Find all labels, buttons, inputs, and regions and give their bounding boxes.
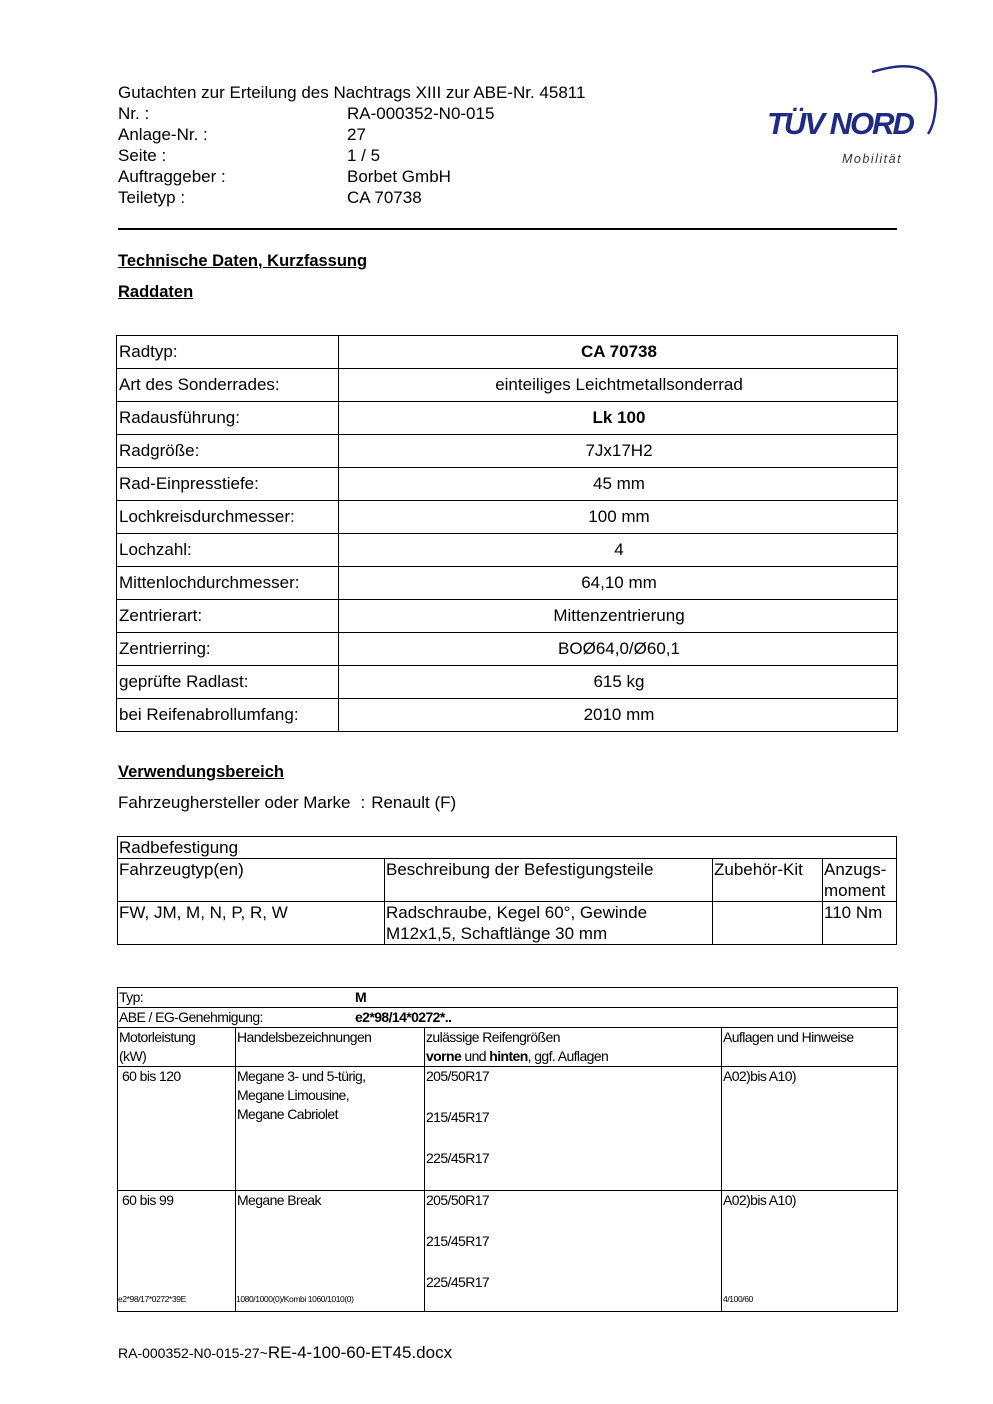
table-row xyxy=(118,1008,898,1028)
field-value: 2010 mm xyxy=(339,699,898,732)
table-row xyxy=(118,1191,898,1312)
field-value: BOØ64,0/Ø60,1 xyxy=(339,633,898,666)
header-divider xyxy=(118,228,897,230)
header-row: Anlage-Nr. : 27 xyxy=(118,125,366,144)
table-row xyxy=(117,402,898,435)
trade-names: Megane Break xyxy=(236,1191,425,1312)
table-row xyxy=(118,1067,898,1191)
header-row: Seite : 1 / 5 xyxy=(118,146,381,165)
table-row xyxy=(117,468,898,501)
header-torque: Anzugs- moment xyxy=(823,859,897,902)
table-row xyxy=(118,902,897,945)
wheel-data-table xyxy=(116,335,898,732)
field-value: 64,10 mm xyxy=(339,567,898,600)
field-value: 45 mm xyxy=(339,468,898,501)
field-label: Radtyp: xyxy=(117,336,339,369)
mounting-title: Radbefestigung xyxy=(118,837,897,859)
field-value: 100 mm xyxy=(339,501,898,534)
section-heading-usage: Verwendungsbereich xyxy=(118,763,284,781)
manufacturer-value: Renault (F) xyxy=(371,793,457,812)
table-row xyxy=(117,600,898,633)
field-label: Zentrierring: xyxy=(117,633,339,666)
table-row xyxy=(117,633,898,666)
manufacturer-separator: : xyxy=(360,793,366,812)
header-vehicle-types: Fahrzeugtyp(en) xyxy=(118,859,385,902)
file-name: RA-000352-N0-015-27~RE-4-100-60-ET45.docx xyxy=(118,1343,453,1362)
field-label: bei Reifenabrollumfang: xyxy=(117,699,339,732)
vehicle-types: FW, JM, M, N, P, R, W xyxy=(118,902,385,945)
vehicle-type-table xyxy=(117,987,898,1312)
power-range: 60 bis 99 xyxy=(118,1191,236,1312)
field-value: Lk 100 xyxy=(339,402,898,435)
header-trade-names: Handelsbezeichnungen xyxy=(236,1028,425,1067)
table-row xyxy=(118,837,897,859)
torque-value: 110 Nm xyxy=(823,902,897,945)
mounting-description: Radschraube, Kegel 60°, Gewinde M12x1,5, Schaftlänge 30 mm xyxy=(385,902,713,945)
table-row xyxy=(117,666,898,699)
table-row xyxy=(118,988,898,1008)
approval-row: ABE / EG-Genehmigung: e2*98/14*0272*.. xyxy=(118,1008,898,1028)
logo-subtitle: Mobilität xyxy=(842,152,903,166)
field-value: 615 kg xyxy=(339,666,898,699)
wheel-mounting-table xyxy=(117,836,897,945)
field-value: einteiliges Leichtmetallsonderrad xyxy=(339,369,898,402)
table-footer-code: 4/100/60 xyxy=(723,1294,753,1304)
accessory-kit xyxy=(713,902,823,945)
table-row xyxy=(117,435,898,468)
section-heading-raddaten: Raddaten xyxy=(118,283,194,301)
header-notes: Auflagen und Hinweise xyxy=(722,1028,898,1067)
header-row: Nr. : RA-000352-N0-015 xyxy=(118,104,495,123)
header-title: Gutachten zur Erteilung des Nachtrags XIII zur ABE-Nr. 45811 xyxy=(118,83,586,102)
power-range: 60 bis 120 xyxy=(118,1067,236,1191)
tyre-sizes: 205/50R17 215/45R17 225/45R17 xyxy=(425,1191,722,1312)
header-tyres: zulässige Reifengrößen vorne und hinten, ggf. Auflagen xyxy=(425,1028,722,1067)
field-label: Radausführung: xyxy=(117,402,339,435)
section-heading-technical: Technische Daten, Kurzfassung xyxy=(118,252,368,270)
header-power: Motorleistung (kW) xyxy=(118,1028,236,1067)
field-label: Rad-Einpresstiefe: xyxy=(117,468,339,501)
table-row xyxy=(117,567,898,600)
field-label: Lochkreisdurchmesser: xyxy=(117,501,339,534)
table-row xyxy=(118,859,897,902)
field-label: Mittenlochdurchmesser: xyxy=(117,567,339,600)
table-row xyxy=(117,369,898,402)
header-description: Beschreibung der Befestigungsteile xyxy=(385,859,713,902)
manufacturer-label: Fahrzeughersteller oder Marke xyxy=(118,793,351,812)
notes: A02)bis A10) xyxy=(722,1067,898,1191)
field-value: CA 70738 xyxy=(339,336,898,369)
tyre-sizes: 205/50R17 215/45R17 225/45R17 xyxy=(425,1067,722,1191)
type-row: Typ: M xyxy=(118,988,898,1008)
notes: A02)bis A10) xyxy=(722,1191,898,1312)
field-value: 7Jx17H2 xyxy=(339,435,898,468)
field-label: Art des Sonderrades: xyxy=(117,369,339,402)
field-label: Lochzahl: xyxy=(117,534,339,567)
trade-names: Megane 3- und 5-türig, Megane Limousine, Megane Cabriolet xyxy=(236,1067,425,1191)
field-value: 4 xyxy=(339,534,898,567)
table-footer-weights: 1080/1000(0)/Kombi 1060/1010(0) xyxy=(236,1294,354,1304)
field-label: Zentrierart: xyxy=(117,600,339,633)
header-kit: Zubehör-Kit xyxy=(713,859,823,902)
table-row xyxy=(117,534,898,567)
manufacturer-line xyxy=(118,793,456,813)
header-row: Auftraggeber : Borbet GmbH xyxy=(118,167,451,186)
document-header xyxy=(118,82,585,208)
tuv-nord-logo xyxy=(760,58,945,173)
field-label: geprüfte Radlast: xyxy=(117,666,339,699)
table-row xyxy=(117,501,898,534)
header-row: Teiletyp : CA 70738 xyxy=(118,188,422,207)
field-value: Mittenzentrierung xyxy=(339,600,898,633)
table-footer-approval: e2*98/17*0272*39E xyxy=(118,1294,186,1304)
field-label: Radgröße: xyxy=(117,435,339,468)
logo-wordmark: TÜV NORD xyxy=(767,106,913,141)
table-row xyxy=(117,699,898,732)
table-row xyxy=(117,336,898,369)
table-row xyxy=(118,1028,898,1067)
